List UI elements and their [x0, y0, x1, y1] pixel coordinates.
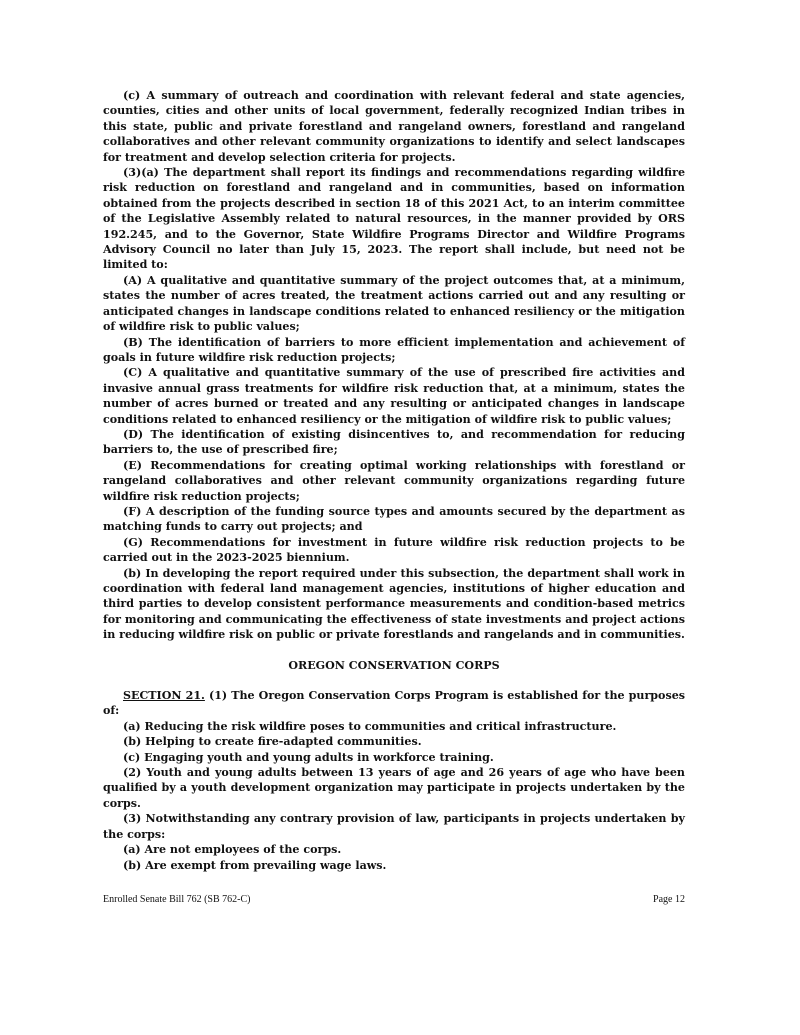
- paragraph: (C) A qualitative and quantitative summary of the use of prescribed fire activities and invasive annual grass treatments for wildfire risk reduction that, at a minimum, states the number of acres burned or treated and any resulting or anticipated changes in landscape conditions related to enhanced resiliency or the mitigation of wildfire risk to public values;: [103, 366, 685, 426]
- section-intro-text: (1) The Oregon Conservation Corps Program is established for the purposes of:: [103, 689, 685, 718]
- paragraph: (b) In developing the report required under this subsection, the department shall work in coordination with federal land management agencies, institutions of higher education and third parties to develop consistent performance measurements and condition-based metrics for monitoring and communicating the effectiveness of state investments and project actions in reducing wildfire risk on public or private forestlands and rangelands and in communities.: [103, 566, 685, 642]
- section-intro: [103, 688, 685, 719]
- paragraph: (3)(a) The department shall report its findings and recommendations regarding wildfire risk reduction on forestland and rangeland and in communities, based on information obtained from the projects described in section 18 of this 2021 Act, to an interim committee of the Legislative Assembly related to natural resources, in the manner provided by ORS 192.245, and to the Governor, State Wildfire Programs Director and Wildfire Programs Advisory Council no later than July 15, 2023. The report shall include, but need not be limited to:: [103, 166, 685, 272]
- paragraph: (E) Recommendations for creating optimal working relationships with forestland or rangeland collaboratives and other relevant community organizations regarding future wildfire risk reduction projects;: [103, 458, 685, 503]
- paragraph: (G) Recommendations for investment in future wildfire risk reduction projects to be carried out in the 2023-2025 biennium.: [103, 535, 685, 565]
- paragraph: (2) Youth and young adults between 13 years of age and 26 years of age who have been qualified by a youth development organization may participate in projects undertaken by the corps.: [103, 766, 685, 810]
- paragraph: (F) A description of the funding source types and amounts secured by the department as matching funds to carry out projects; and: [103, 504, 685, 534]
- document-body: [103, 88, 685, 873]
- paragraph: (a) Reducing the risk wildfire poses to communities and critical infrastructure.: [123, 719, 617, 733]
- paragraph: (B) The identification of barriers to more efficient implementation and achievement of goals in future wildfire risk reduction projects;: [103, 335, 685, 364]
- section-heading: OREGON CONSERVATION CORPS: [288, 658, 500, 672]
- paragraph: (D) The identification of existing disincentives to, and recommendation for reducing barriers to, the use of prescribed fire;: [103, 427, 685, 457]
- section-label: SECTION 21.: [123, 689, 205, 703]
- paragraph: (c) Engaging youth and young adults in workforce training.: [123, 750, 494, 764]
- paragraph: (a) Are not employees of the corps.: [123, 843, 342, 857]
- paragraph: (c) A summary of outreach and coordination with relevant federal and state agencies, counties, cities and other units of local government, federally recognized Indian tribes in this state, public and private forestland and rangeland owners, forestland and rangeland collaboratives and other relevant community organizations to identify and select landscapes for treatment and develop selection criteria for projects.: [103, 89, 685, 164]
- paragraph: (3) Notwithstanding any contrary provision of law, participants in projects undertaken by the corps:: [103, 812, 685, 841]
- page-footer: [103, 894, 685, 905]
- footer-page-number: Page 12: [653, 894, 685, 905]
- paragraph: (A) A qualitative and quantitative summary of the project outcomes that, at a minimum, states the number of acres treated, the treatment actions carried out and any resulting or anticipated changes in landscape conditions related to enhanced resiliency or the mitigation of wildfire risk to public values;: [103, 273, 685, 334]
- paragraph: (b) Helping to create fire-adapted communities.: [123, 735, 422, 749]
- paragraph: (b) Are exempt from prevailing wage laws.: [123, 858, 387, 872]
- footer-bill-title: Enrolled Senate Bill 762 (SB 762-C): [103, 894, 251, 905]
